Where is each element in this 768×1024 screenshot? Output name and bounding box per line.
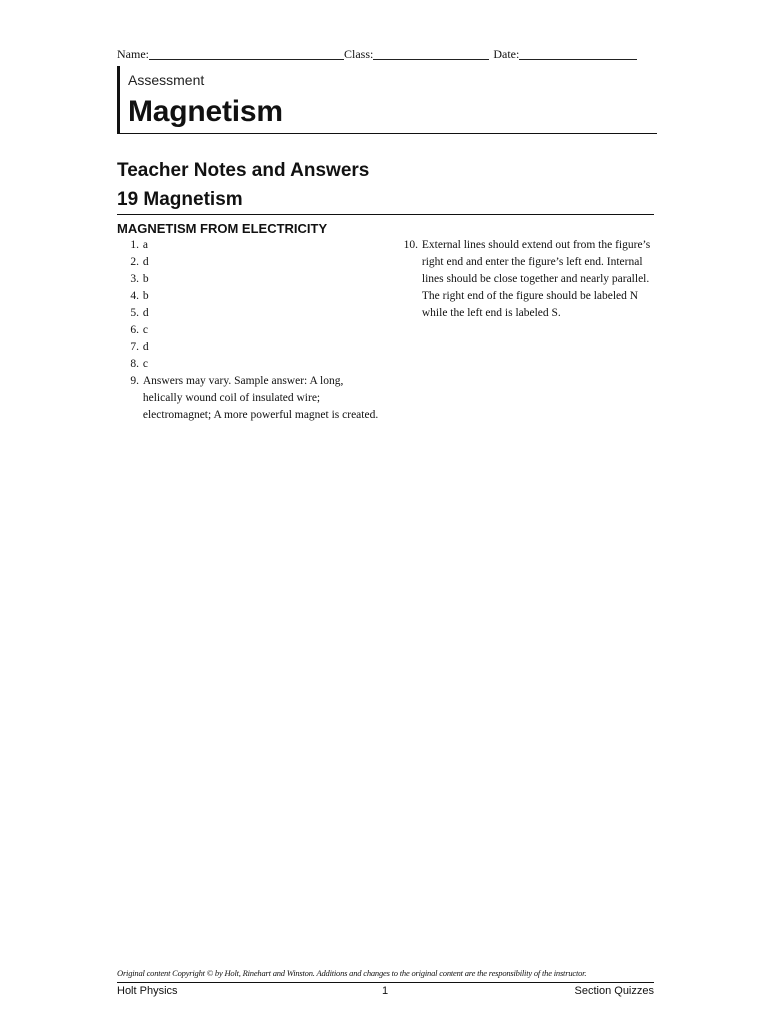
answer-number: 5. [130,307,139,319]
answer-number: 1. [130,239,139,251]
answer-text: c [142,358,148,370]
answer-text: Answers may vary. Sample answer: A long, helically wound coil of insulated wire; electromagnet; A more powerful magnet is created. [142,375,379,421]
document-title: Magnetism [128,95,283,128]
answer-text: b [142,290,149,302]
answer-number: 10. [403,239,418,251]
answer-text: a [142,239,148,251]
answer-text: d [142,307,149,319]
page-number: 1 [382,985,389,997]
date-blank [519,46,637,60]
answer-text: External lines should extend out from the figure’s right end and enter the figure’s left end. Internal lines should be close together and nearly parallel. The right end of the figure should be labeled N while the left end is labeled S. [421,239,651,319]
title-block [117,66,657,134]
answer-text: c [142,324,148,336]
answer-item [117,322,379,339]
answer-number: 7. [130,341,139,353]
answer-item [117,254,379,271]
name-blank [149,46,344,60]
answer-item [117,288,379,305]
answer-text: d [142,256,149,268]
name-label: Name: [117,47,149,61]
footer-section: Section Quizzes [574,985,654,997]
copyright-notice: Original content Copyright © by Holt, Rinehart and Winston. Additions and changes to the original content are the responsibility of the instructor. [117,968,587,978]
answer-list-right [396,237,658,322]
answer-number: 4. [130,290,139,302]
footer-publication: Holt Physics [117,985,178,997]
answer-number: 3. [130,273,139,285]
answer-item [117,271,379,288]
answer-item [117,373,379,424]
answer-item [396,237,658,322]
answer-number: 9. [130,375,139,387]
class-blank [373,46,489,60]
answer-text: d [142,341,149,353]
assessment-label: Assessment [128,72,205,88]
page-footer [117,982,654,997]
answer-number: 6. [130,324,139,336]
answer-item [117,356,379,373]
chapter-heading: 19 Magnetism [117,189,654,215]
answer-item [117,305,379,322]
answer-list-left [117,237,379,424]
teacher-notes-heading: Teacher Notes and Answers [117,160,370,181]
section-heading: MAGNETISM FROM ELECTRICITY [117,221,328,236]
answer-text: b [142,273,149,285]
answer-item [117,339,379,356]
student-info-line [117,46,657,62]
answer-number: 8. [130,358,139,370]
answer-item [117,237,379,254]
answer-number: 2. [130,256,139,268]
class-label: Class: [344,47,374,61]
date-label: Date: [493,47,520,61]
